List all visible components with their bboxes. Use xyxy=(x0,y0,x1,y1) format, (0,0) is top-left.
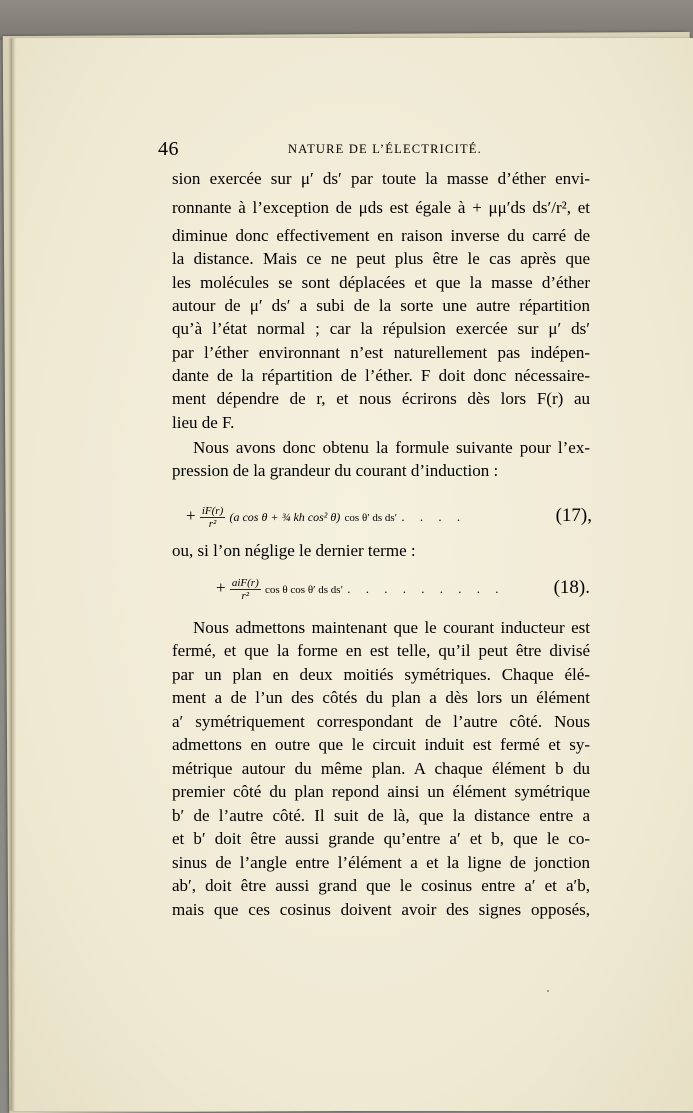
text-line: admettons en outre que le circuit induit est fermé et sy- xyxy=(172,735,590,754)
eq17-parenthesis: (a cos θ + ¾ kh cos² θ) xyxy=(229,510,341,524)
text-line: sion exercée sur μ′ ds′ par toute la masse d’éther envi- xyxy=(172,169,590,188)
text-line: pression de la grandeur du courant d’induction : xyxy=(172,461,499,480)
text-line: métrique autour du même plan. A chaque élément b du xyxy=(172,759,590,778)
text-line: dante de la répartition de l’éther. F doit donc nécessaire- xyxy=(172,366,590,385)
text-line: Nous avons donc obtenu la formule suivante pour l’ex- xyxy=(193,438,590,457)
eq18-tail: cos θ cos θ′ ds ds′ xyxy=(264,584,343,596)
text-line: qu’à l’état normal ; car la répulsion exercée sur μ′ ds′ xyxy=(172,319,590,338)
equation-17 xyxy=(186,498,592,534)
eq17-denominator: r² xyxy=(208,517,217,530)
text-line: et b′ doit être aussi grande qu’entre a′ et b, que le co- xyxy=(172,829,590,848)
text-line: la distance. Mais ce ne peut plus être le cas après que xyxy=(172,249,590,268)
text-line: fermé, et que la forme en est telle, qu’il peut être divisé xyxy=(172,641,590,660)
eq18-plus: + xyxy=(216,578,226,597)
eq17-label: (17), xyxy=(555,505,592,526)
text-line: ronnante à l’exception de μds est égale à + μμ′ds ds′/r², et xyxy=(172,198,590,217)
text-line: lieu de F. xyxy=(172,413,235,432)
text-line: sinus de l’angle entre l’élément a et la ligne de jonction xyxy=(172,853,590,872)
text-line: mais que ces cosinus doivent avoir des signes opposés, xyxy=(172,900,590,919)
eq17-leader-dots: . . . . xyxy=(401,509,467,524)
eq17-plus: + xyxy=(186,506,196,525)
eq17-fraction xyxy=(200,505,225,530)
text-line: par l’éther environnant n’est naturellement pas indépen- xyxy=(172,343,590,362)
page-number: 46 xyxy=(158,138,179,160)
eq17-tail: cos θ′ ds ds′ xyxy=(344,512,398,524)
text-line: premier côté du plan repond ainsi un élément symétrique xyxy=(172,782,590,801)
running-head xyxy=(158,138,588,160)
running-title: NATURE DE L’ÉLECTRICITÉ. xyxy=(288,142,482,156)
text-line: b′ de l’autre côté. Il suit de là, que la distance entre a xyxy=(172,806,590,825)
eq17-numerator: iF(r) xyxy=(201,504,224,517)
text-line: diminue donc effectivement en raison inverse du carré de xyxy=(172,226,590,245)
paper-speck xyxy=(547,990,549,992)
text-line: a′ symétriquement correspondant de l’autre côté. Nous xyxy=(172,712,590,731)
eq18-fraction xyxy=(230,577,261,602)
text-line: ou, si l’on néglige le dernier terme : xyxy=(172,541,416,560)
eq18-label: (18). xyxy=(553,577,590,598)
text-line: par un plan en deux moitiés symétriques. Chaque élé- xyxy=(172,665,590,684)
eq18-denominator: r² xyxy=(241,589,250,602)
text-line: ment a de l’un des côtés du plan a dès lors un élément xyxy=(172,688,590,707)
text-line: les molécules se sont déplacées et que la masse d’éther xyxy=(172,273,590,292)
text-line: Nous admettons maintenant que le courant inducteur est xyxy=(193,618,590,637)
text-line: ab′, doit être aussi grand que le cosinus entre a′ et a′b, xyxy=(172,876,590,895)
text-line: autour de μ′ ds′ a subi de la sorte une autre répartition xyxy=(172,296,590,315)
page-edge xyxy=(12,38,16,1111)
eq18-numerator: aiF(r) xyxy=(231,576,259,589)
text-line: ment dépendre de r, et nous écrirons dès lors F(r) au xyxy=(172,389,590,408)
eq18-leader-dots: . . . . . . . . . xyxy=(347,581,505,596)
equation-18 xyxy=(216,570,590,606)
